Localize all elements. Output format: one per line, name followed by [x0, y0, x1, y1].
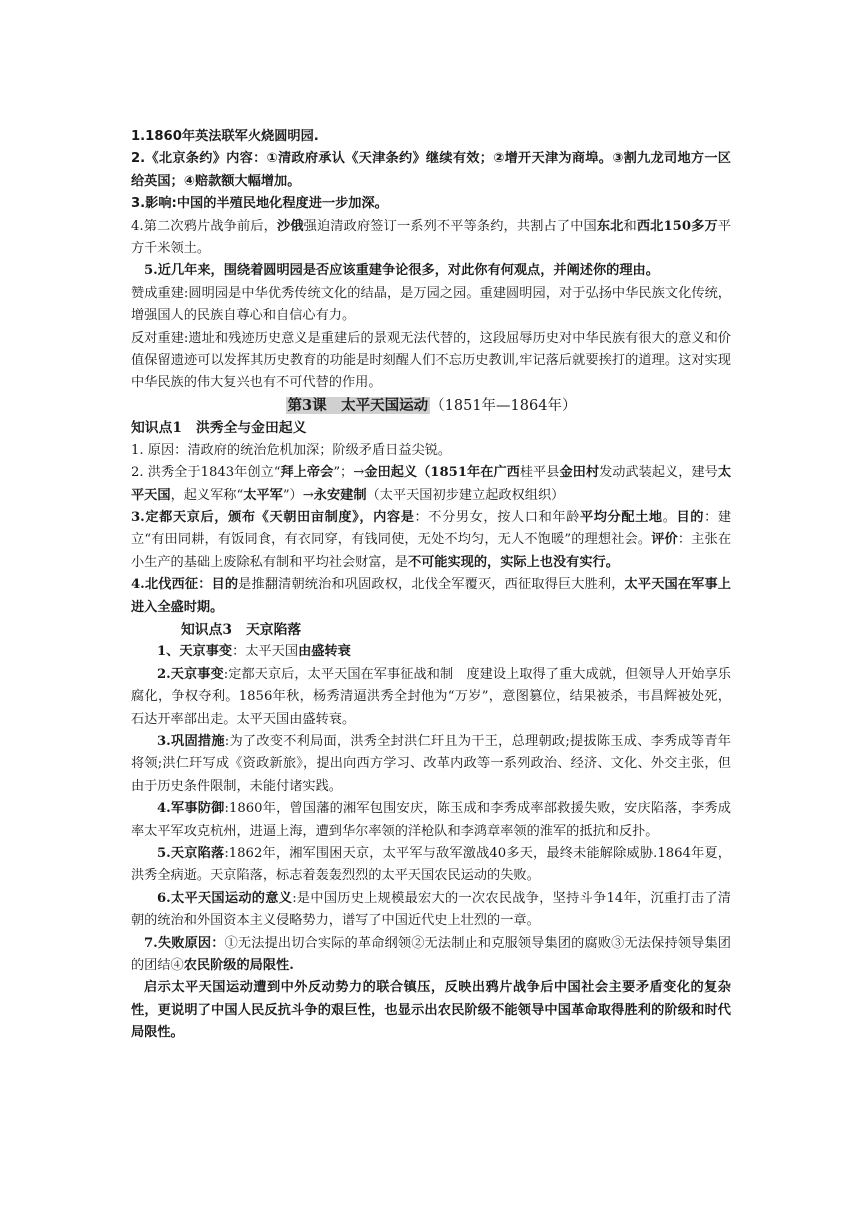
text: :定都天京后，太平天国在军事征战和制 度建设上取得了重大成就，但领导人开始享乐腐化，争权夺利。1856年秋，杨秀清逼洪秀全封他为“万岁”，意图篡位，结果被杀，韦昌辉被处死，石达开率部出走。太平天国由盛转衰。 — [131, 666, 731, 727]
text-bold: 2.天京事变 — [157, 666, 224, 682]
text: 1.1860年英法联军火烧圆明园. — [131, 129, 319, 144]
lesson-title-main: 第3课 太平天国运动 — [287, 396, 429, 414]
text: ：太平天国 — [232, 644, 299, 660]
text-bold: 4.北伐西征：目的 — [131, 577, 239, 593]
kp-title: 天京陷落 — [246, 621, 302, 638]
text-bold: 6.太平天国运动的意义 — [157, 890, 293, 906]
text: 是推翻清朝统治和巩固政权，北伐全军覆灭，西征取得巨大胜利， — [238, 577, 625, 593]
text-bold: 西北150多万 — [636, 218, 718, 234]
kp3-insight — [131, 977, 731, 1044]
text-bold: . — [289, 958, 294, 974]
kp-label: 知识点1 — [131, 420, 182, 437]
text-bold: 永安建制 — [313, 487, 367, 503]
kp3-item-3 — [131, 731, 731, 798]
text-bold: 目的 — [676, 509, 705, 525]
text: ，起义军称“ — [170, 487, 244, 503]
kp3-item-7 — [131, 933, 731, 978]
kp1-item-1 — [131, 440, 731, 462]
text-bold: 由盛转衰 — [298, 644, 351, 660]
text: ：主张在小生产的基础上废除私有制和平均社会财富，是 — [131, 532, 732, 570]
text: ”）→ — [282, 487, 314, 503]
knowledge-point-1-heading — [131, 417, 731, 439]
lesson-title-years: （1851年—1864年） — [430, 397, 577, 414]
text: 启示太平天国运动遭到中外反动势力的联合镇压，反映出鸦片战争后中国社会主要矛盾变化的复杂性，更说明了中国人民反抗斗争的艰巨性，也显示出农民阶级不能领导中国革命取得胜利的阶级和时代局限性。 — [131, 980, 731, 1041]
text-bold: 拜上帝会 — [280, 465, 334, 481]
text: :1860年，曾国藩的湘军包围安庆，陈玉成和李秀成率部救援失败，安庆陷落，李秀成率太平军攻克杭州，进逼上海，遭到华尔率领的洋枪队和李鸿章率领的淮军的抵抗和反扑。 — [131, 801, 731, 839]
text-bold: 平均分配土地 — [579, 509, 663, 525]
text: ：不分男女，按人口和年龄 — [414, 509, 580, 525]
kp-label: 知识点3 — [181, 621, 232, 638]
question-5 — [131, 260, 731, 282]
kp3-item-6 — [131, 888, 731, 933]
text: 强迫清政府签订一系列不平等条约，共割占了中国 — [303, 218, 597, 234]
text: 2.《北京条约》内容：①清政府承认《天津条约》继续有效；②增开天津为商埠。③割九龙司地方一区给英国；④赔款额大幅增加。 — [131, 151, 731, 189]
item-1860-fire — [131, 126, 731, 148]
text-bold: 金田村 — [559, 465, 600, 481]
text-bold: 不可能实现的，实际上也没有实行。 — [407, 554, 619, 570]
kp-title: 洪秀全与金田起义 — [196, 420, 307, 437]
text-bold: 广西 — [493, 465, 520, 481]
text-bold: 1、天京事变 — [157, 644, 233, 660]
text: 1. 原因：清政府的统治危机加深；阶级矛盾日益尖锐。 — [131, 442, 452, 458]
kp1-item-3 — [131, 507, 731, 574]
text: 3.影响:中国的半殖民地化程度进一步加深。 — [131, 196, 388, 212]
text: 和 — [623, 218, 637, 234]
item-influence — [131, 193, 731, 215]
text-bold: 7.失败原因： — [144, 935, 225, 951]
item-russia — [131, 216, 731, 261]
text-bold: 农民阶级的局限性 — [183, 958, 290, 974]
text-bold: 太平天国 — [131, 465, 732, 503]
answer-pro — [131, 283, 731, 328]
kp1-item-2 — [131, 462, 731, 507]
text: 反对重建:遗址和残迹历史意义是重建后的景观无法代替的，这段屈辱历史对中华民族有很大的意义和价值保留遗迹可以发挥其历史教育的功能是时刻醒人们不忘历史教训,牢记落后就要挨打的道理。这对实现中华民族的伟大复兴也有不可代替的作用。 — [131, 330, 731, 391]
text-bold: 评价 — [651, 532, 678, 548]
text: 2. 洪秀全于1843年创立“ — [131, 465, 281, 481]
text: 5.近几年来，围绕着圆明园是否应该重建争论很多，对此你有何观点，并阐述你的理由。 — [144, 263, 659, 279]
text-bold: 沙俄 — [277, 218, 304, 234]
text: 发动武装起义，建号 — [599, 465, 718, 481]
text: 平方千米领土。 — [131, 218, 732, 257]
item-beijing-treaty — [131, 148, 731, 193]
lesson-title — [131, 395, 731, 417]
text: ”；→ — [333, 465, 365, 481]
kp3-heading-1 — [131, 641, 731, 663]
text-bold: 4.军事防御 — [157, 801, 225, 817]
document-page — [131, 126, 731, 1045]
text: :1862年，湘军围困天京，太平军与敌军激战40多天，最终未能解除威胁.1864年夏，洪秀全病逝。天京陷落，标志着轰轰烈烈的太平天国农民运动的失败。 — [131, 846, 731, 884]
text: （太平天国初步建立起政权组织） — [366, 487, 565, 503]
text-bold: 金田起义（1851年 — [364, 465, 481, 481]
text: :是中国历史上规模最宏大的一次农民战争，坚持斗争14年，沉重打击了清朝的统治和外国资本主义侵略势力，谱写了中国近代史上壮烈的一章。 — [131, 890, 731, 929]
text: :为了改变不利局面，洪秀全封洪仁玕且为干王，总理朝政;提拔陈玉成、李秀成等青年将领;洪仁玕写成《资政新旅》，提出向西方学习、改革内政等一系列政治、经济、文化、外交主张，但由于历史条件限制，未能付诸实践。 — [131, 733, 731, 794]
text-bold: 太平天国在军事上进入全盛时期。 — [131, 577, 731, 615]
kp3-item-4 — [131, 798, 731, 843]
text-bold: 东北 — [596, 218, 624, 234]
text-bold: 3.定都天京后，颁布《天朝田亩制度》，内容是 — [131, 509, 415, 525]
knowledge-point-3-heading — [131, 619, 731, 641]
answer-con — [131, 328, 731, 395]
text-bold: 5.天京陷落 — [157, 846, 225, 861]
text: 。 — [662, 509, 677, 525]
text: 桂平县 — [519, 465, 560, 481]
text: 4.第二次鸦片战争前后， — [131, 218, 277, 234]
text: ①无法提出切合实际的革命纲领②无法制止和克服领导集团的腐败③无法保持领导集团的团结④ — [131, 935, 731, 974]
text: ：建立“有田同耕，有饭同食，有衣同穿，有钱同使，无处不均匀，无人不饱暖”的理想社会。 — [131, 509, 732, 548]
text-bold: 在 — [480, 465, 494, 481]
kp3-item-5 — [131, 843, 731, 888]
text: 赞成重建:圆明园是中华优秀传统文化的结晶，是万园之园。重建圆明园，对于弘扬中华民族文化传统，增强国人的民族自尊心和自信心有力。 — [131, 285, 731, 324]
text-bold: 3.巩固措施 — [157, 733, 225, 749]
text-bold: 太平军 — [243, 487, 283, 503]
kp3-item-2 — [131, 664, 731, 731]
kp1-item-4 — [131, 574, 731, 619]
